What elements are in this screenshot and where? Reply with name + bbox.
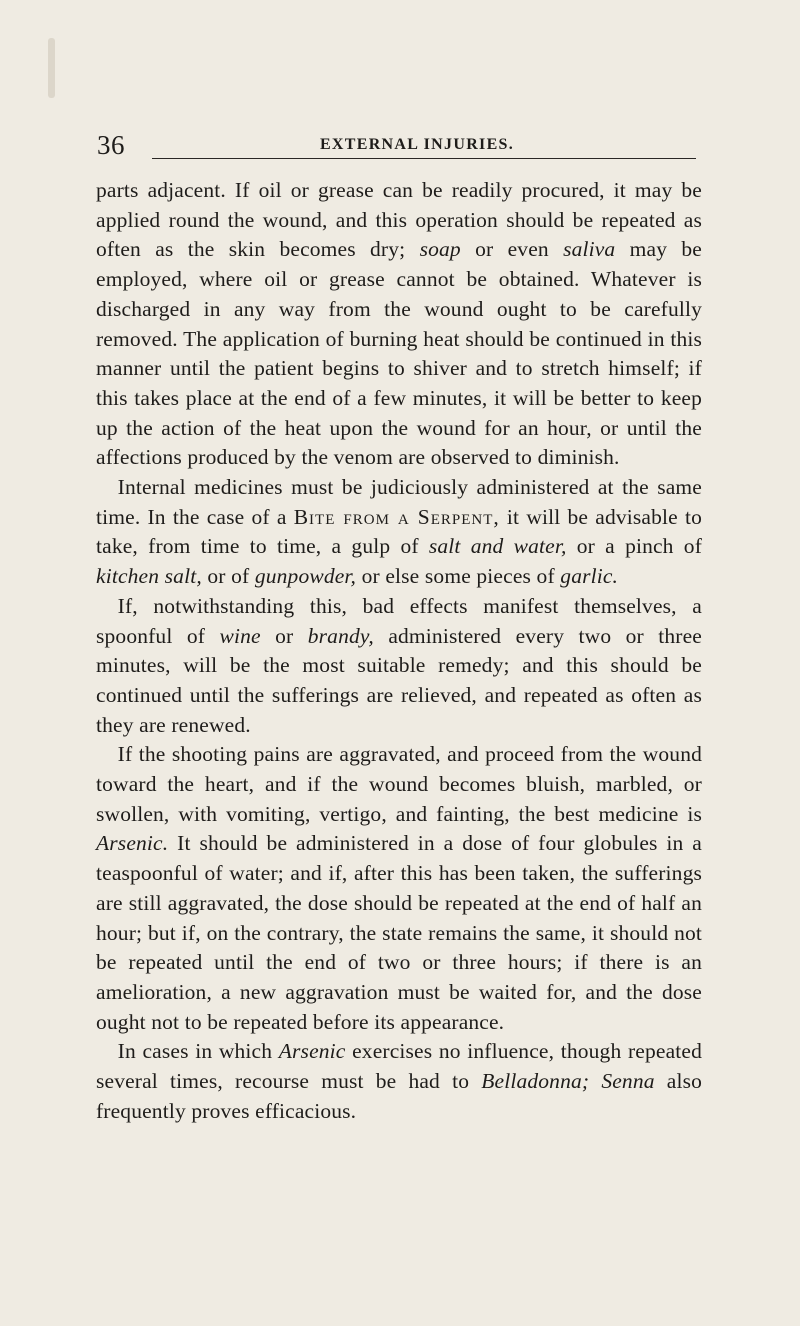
paragraph-3 [96, 592, 702, 741]
italic-term: garlic. [560, 564, 619, 589]
page-stain [48, 38, 55, 98]
italic-term: Belladonna; [481, 1069, 590, 1094]
paragraph-5 [96, 1037, 702, 1126]
text-run: or of [201, 564, 255, 589]
text-run: or even [460, 237, 564, 262]
text-run: Internal medicines must be judiciously administered at the same time. In the case of a [96, 475, 702, 529]
text-run: may be employed, where oil or grease cannot be obtained. Whatever is discharged in any way from the wound ought to be carefully removed. The application of burning heat should be continued in this manner until the patient begins to shiver and to stretch himself; if this takes place at the end of a few minutes, it will be better to keep up the action of the heat upon the wound for an hour, or until the affections produced by the venom are observed to diminish. [96, 237, 702, 470]
page-number: 36 [97, 130, 125, 160]
italic-term: brandy, [307, 623, 374, 648]
italic-term: gunpowder, [254, 564, 357, 589]
text-run [589, 1069, 601, 1093]
italic-term: kitchen salt, [96, 564, 202, 589]
italic-term: Arsenic [278, 1039, 346, 1064]
italic-term: saliva [563, 237, 616, 262]
page-header [97, 130, 697, 166]
text-run: If the shooting pains are aggravated, and proceed from the wound toward the heart, and if the wound becomes bluish, marbled, or swollen, with vomiting, vertigo, and fainting, the best medicine is [96, 742, 702, 826]
text-run: It should be administered in a dose of four globules in a teaspoonful of water; and if, after this has been taken, the sufferings are still aggravated, the dose should be repeated at the end of half an hour; but if, on the contrary, the state remains the same, it should not be repeated until the end of two or three hours; if there is an amelioration, a new aggravation must be waited for, and the dose ought not to be repeated before its appearance. [96, 831, 702, 1034]
italic-term: Senna [601, 1069, 655, 1094]
text-run: parts adjacent. If oil or grease can be readily procured, it may be applied round the wound, and this operation should be repeated as often as the skin becomes dry; [96, 178, 702, 262]
italic-term: wine [219, 623, 261, 648]
text-run: or [260, 623, 308, 648]
text-run: or else some pieces of [356, 564, 561, 589]
paragraph-1 [96, 176, 702, 473]
body-text [96, 176, 702, 1127]
text-run: also frequently proves efficacious. [96, 1069, 702, 1123]
small-caps-heading: Bite from a Serpent, [293, 504, 500, 529]
text-run: it will be advisable to take, from time to time, a gulp of [96, 504, 703, 559]
text-run: or a pinch of [566, 534, 703, 559]
text-run: If, notwithstanding this, bad effects manifest themselves, a spoonful of [96, 593, 702, 648]
text-run: administered every two or three minutes, will be the most suitable remedy; and this should be continued until the sufferings are relieved, and repeated as often as they are renewed. [96, 623, 702, 737]
italic-term: soap [419, 237, 461, 262]
text-run: In cases in which [117, 1039, 279, 1064]
running-head: EXTERNAL INJURIES. [319, 136, 515, 153]
header-rule [152, 158, 696, 159]
paragraph-4 [96, 740, 702, 1037]
italic-term: Arsenic. [96, 831, 169, 856]
text-run: exercises no influence, though repeated several times, recourse must be had to [96, 1039, 702, 1094]
italic-term: salt and water, [428, 534, 567, 559]
paragraph-2 [96, 473, 702, 592]
